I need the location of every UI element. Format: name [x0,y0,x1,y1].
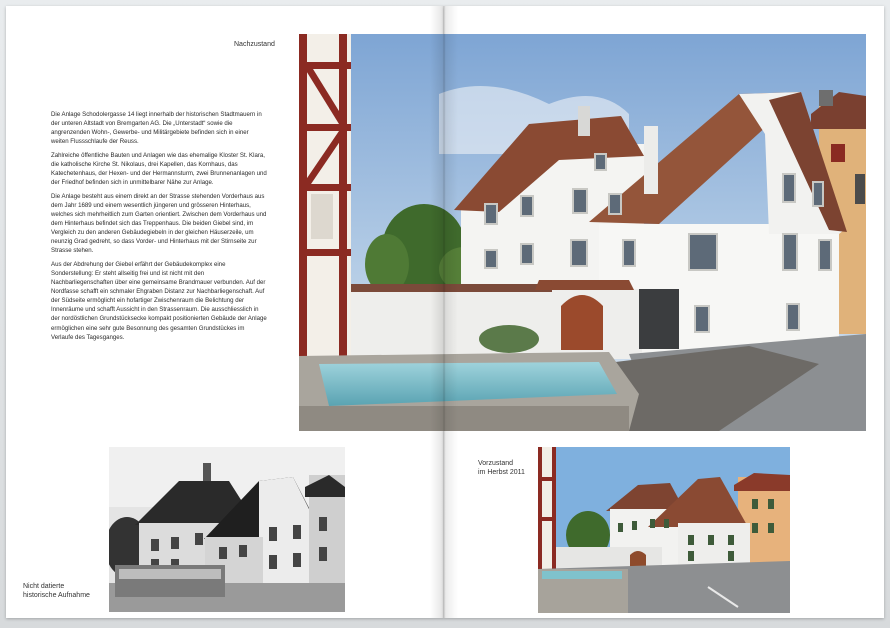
historic-photo-caption: Nicht datierte historische Aufnahme [23,583,90,599]
before-photo-caption: Vorzustand im Herbst 2011 [478,460,525,476]
paragraph: Die Anlage besteht aus einem direkt an der Strasse stehenden Vorderhaus aus dem Jahr 1689 und einem wesentlich jüngeren und grösseren Hinterhaus, welches sich mehrheitlich zum Garten orientiert. Zwischen dem Vorderhaus und dem Hinterhaus befindet sich das Treppenhaus. Die beiden Giebel sind, im Vergleich zu den anderen Gebäudegiebeln in der gleichen Häuserzeile, um neunzig Grad gedreht, so dass Vorder- und Hinterhaus mit der Stirnseite zur Strasse stehen. [51,192,267,255]
body-text [51,110,267,346]
paragraph: Zahlreiche öffentliche Bauten und Anlagen wie das ehemalige Kloster St. Klara, die katholische Kirche St. Nikolaus, drei Kapellen, das Kornhaus, das Katechetenhaus, der Hexen- und der Hermannsturm, zwei Brunnenanlagen und der Friedhof befinden sich in unmittelbarer Nähe zur Anlage. [51,151,267,187]
before-photo [538,447,790,613]
main-house-photo [299,34,866,431]
paragraph: Aus der Abdrehung der Giebel erfährt der Gebäudekomplex eine Sonderstellung: Er steht allseitig frei und ist nicht mit den Nachbarliegenschaften über eine gemeinsame Brandmauer verbunden. Auf der Nordfasse schafft ein schmaler Ehgraben Distanz zur Nachbarliegenschaft. Auf der Südseite ermöglicht ein hofartiger Zwischenraum die Belichtung der Innenräume und schafft Aussicht in den Strassenraum. Die ausschliesslich in der nordöstlichen Grundstücksecke kompakt positionierten Gebäude der Anlage ermöglichen eine sehr gute Besonnung des gesamten Grundstückes im Verlaufe des Tagesganges. [51,260,267,341]
paragraph: Die Anlage Schodolergasse 14 liegt innerhalb der historischen Stadtmauern in der unteren Altstadt von Bremgarten AG. Die „Unterstadt“ sowie die angrenzenden Wohn-, Gewerbe- und Militärgebiete befinden sich in einer weiten Flussschlaufe der Reuss. [51,111,262,146]
historic-photo [109,447,345,612]
section-heading: Nachzustand [234,41,275,48]
